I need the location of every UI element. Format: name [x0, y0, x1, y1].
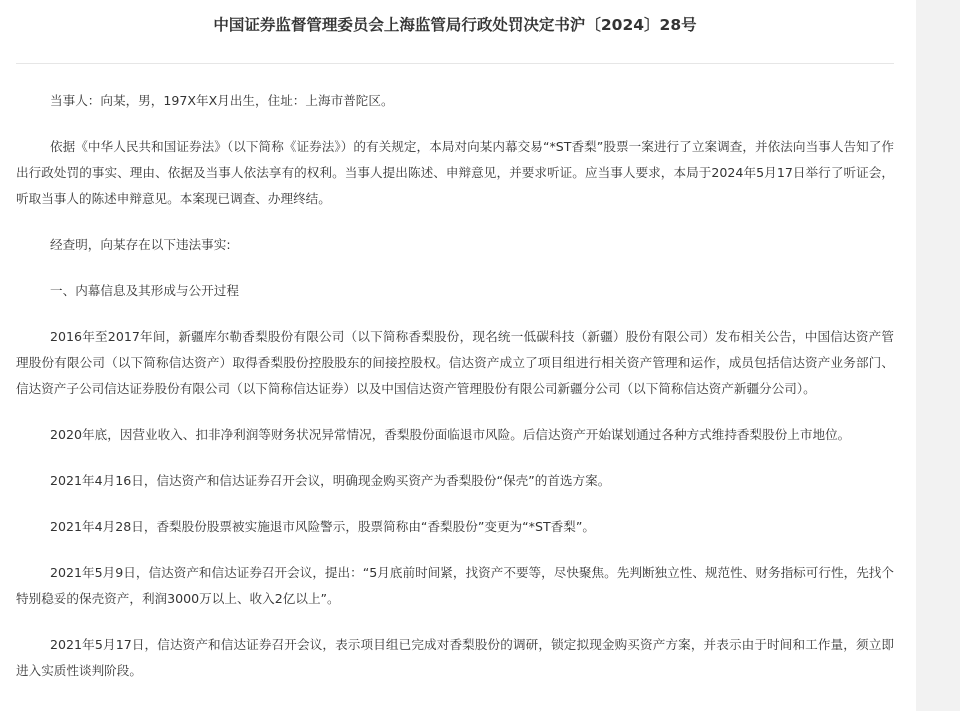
document-body	[16, 88, 894, 704]
paragraph-findings-intro: 经查明，向某存在以下违法事实:	[50, 237, 231, 252]
paragraph-background: 2016年至2017年间，新疆库尔勒香梨股份有限公司（以下简称香梨股份，现名统一低碳科技（新疆）股份有限公司）发布相关公告，中国信达资产管理股份有限公司（以下简称信达资产）取得香梨股份控股股东的间接控股权。信达资产成立了项目组进行相关资产管理和运作，成员包括信达资产业务部门、信达资产子公司信达证券股份有限公司（以下简称信达证券）以及中国信达资产管理股份有限公司新疆分公司（以下简称信达资产新疆分公司）。	[16, 329, 894, 396]
paragraph-meeting-0517: 2021年5月17日，信达资产和信达证券召开会议，表示项目组已完成对香梨股份的调研，锁定拟现金购买资产方案，并表示由于时间和工作量，须立即进入实质性谈判阶段。	[16, 637, 894, 678]
paragraph-meeting-0509: 2021年5月9日，信达资产和信达证券召开会议，提出：“5月底前时间紧，找资产不要等，尽快聚焦。先判断独立性、规范性、财务指标可行性，先找个特别稳妥的保壳资产，利润3000万以上、收入2亿以上”。	[16, 565, 894, 606]
paragraph-party: 当事人：向某，男，197X年X月出生，住址：上海市普陀区。	[50, 93, 394, 108]
paragraph-delisting-risk: 2020年底，因营业收入、扣非净利润等财务状况异常情况，香梨股份面临退市风险。后信达资产开始谋划通过各种方式维持香梨股份上市地位。	[50, 427, 851, 442]
document-title: 中国证券监督管理委员会上海监管局行政处罚决定书沪〔2024〕28号	[213, 16, 697, 34]
paragraph-meeting-0416: 2021年4月16日，信达资产和信达证券召开会议，明确现金购买资产为香梨股份“保壳”的首选方案。	[50, 473, 611, 488]
page-gutter	[916, 0, 960, 711]
section-heading: 一、内幕信息及其形成与公开过程	[50, 283, 239, 298]
title-divider	[16, 63, 894, 64]
paragraph-warning-0428: 2021年4月28日，香梨股份股票被实施退市风险警示，股票简称由“香梨股份”变更为“*ST香梨”。	[50, 519, 595, 534]
paragraph-basis: 依据《中华人民共和国证券法》（以下简称《证券法》）的有关规定，本局对向某内幕交易“*ST香梨”股票一案进行了立案调查，并依法向当事人告知了作出行政处罚的事实、理由、依据及当事人依法享有的权利。当事人提出陈述、申辩意见，并要求听证。应当事人要求，本局于2024年5月17日举行了听证会，听取当事人的陈述申辩意见。本案现已调查、办理终结。	[16, 139, 894, 206]
